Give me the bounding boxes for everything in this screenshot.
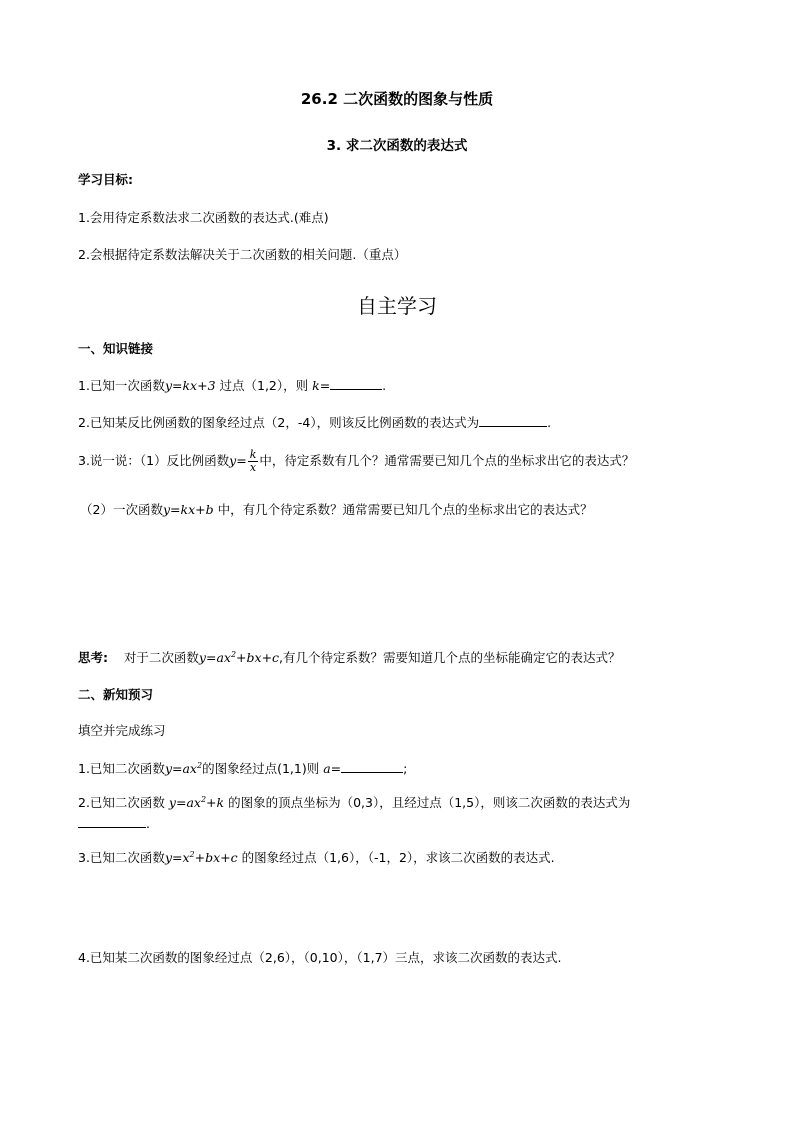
formula: y=ax — [198, 650, 231, 665]
exponent: 2 — [200, 794, 207, 804]
question-text: 的图象经过点(1,1)则 — [202, 761, 324, 776]
question-text: 3.已知二次函数 — [78, 850, 165, 865]
variable: a — [323, 761, 331, 776]
question-2-2-continued — [78, 815, 150, 832]
question-text: 的图象经过点（1,6），（-1，2），求该二次函数的表达式. — [237, 850, 555, 865]
question-text: 4.已知某二次函数的图象经过点（2,6），（0,10），（1,7）三点，求该二次函数的表达式. — [78, 950, 562, 965]
question-text: 对于二次函数 — [108, 650, 199, 665]
formula: +bx+c — [194, 850, 238, 865]
section-title: 自主学习 — [357, 294, 437, 318]
think-label: 思考: — [78, 650, 108, 665]
question-text: . — [382, 378, 387, 393]
question-text: = — [330, 761, 342, 776]
question-text: 中，待定系数有几个？通常需要已知几个点的坐标求出它的表达式？ — [259, 453, 635, 468]
question-2-4 — [78, 950, 562, 966]
question-text: 1.已知一次函数 — [78, 378, 165, 393]
variable: k — [312, 378, 320, 393]
fraction-numerator: k — [249, 448, 257, 461]
question-2-2 — [78, 795, 630, 811]
page-title: 26.2 二次函数的图象与性质 — [300, 90, 494, 108]
question-text: 2.已知某反比例函数的图象经过点（2，-4），则该反比例函数的表达式为 — [78, 415, 480, 430]
part2-heading: 二、新知预习 — [78, 687, 154, 702]
question-text: （2）一次函数 — [80, 502, 163, 517]
part2-intro: 填空并完成练习 — [78, 723, 166, 738]
formula: y=ax — [164, 761, 197, 776]
answer-blank[interactable] — [341, 760, 403, 773]
question-1-1 — [78, 377, 386, 394]
question-text: 中，有几个待定系数？通常需要已知几个点的坐标求出它的表达式？ — [213, 502, 593, 517]
page-subtitle: 3. 求二次函数的表达式 — [326, 138, 468, 154]
fraction — [248, 449, 259, 474]
exponent: 2 — [189, 849, 195, 859]
question-text: 2.已知二次函数 — [78, 795, 169, 810]
think-question — [78, 650, 621, 666]
question-text: ,有几个待定系数？需要知道几个点的坐标能确定它的表达式？ — [279, 650, 621, 665]
answer-blank[interactable] — [78, 815, 146, 828]
question-text: 1.已知二次函数 — [78, 761, 165, 776]
question-1-3b — [80, 502, 593, 518]
question-text: 的图象的顶点坐标为（0,3），且经过点（1,5），则该二次函数的表达式为 — [224, 795, 631, 810]
question-text: . — [547, 415, 552, 430]
answer-blank[interactable] — [330, 377, 382, 390]
question-2-3 — [78, 850, 555, 866]
question-text: 3.说一说：（1）反比例函数 — [78, 453, 230, 468]
part1-heading: 一、知识链接 — [78, 341, 154, 356]
question-2-1 — [78, 760, 407, 777]
question-1-3 — [78, 448, 634, 474]
question-text: . — [146, 816, 150, 831]
answer-blank[interactable] — [479, 414, 547, 427]
formula: +bx+c — [236, 650, 280, 665]
variable: y — [229, 453, 237, 468]
formula: y=x — [164, 850, 190, 865]
question-1-2 — [78, 414, 551, 431]
equals-sign: = — [236, 453, 247, 468]
exponent: 2 — [196, 760, 203, 770]
formula: y=ax — [168, 795, 201, 810]
question-text: 过点（1,2），则 — [215, 378, 313, 393]
objective-item: 1.会用待定系数法求二次函数的表达式.(难点) — [78, 210, 329, 225]
fraction-denominator: x — [249, 461, 257, 474]
question-text: = — [319, 378, 331, 393]
exponent: 2 — [230, 649, 237, 659]
objectives-heading: 学习目标: — [78, 172, 133, 187]
formula: +k — [206, 795, 225, 810]
formula: y=kx+3 — [164, 378, 216, 393]
formula: y=kx+b — [162, 502, 214, 517]
objective-item: 2.会根据待定系数法解决关于二次函数的相关问题.（重点） — [78, 247, 407, 262]
question-text: ; — [403, 761, 408, 776]
